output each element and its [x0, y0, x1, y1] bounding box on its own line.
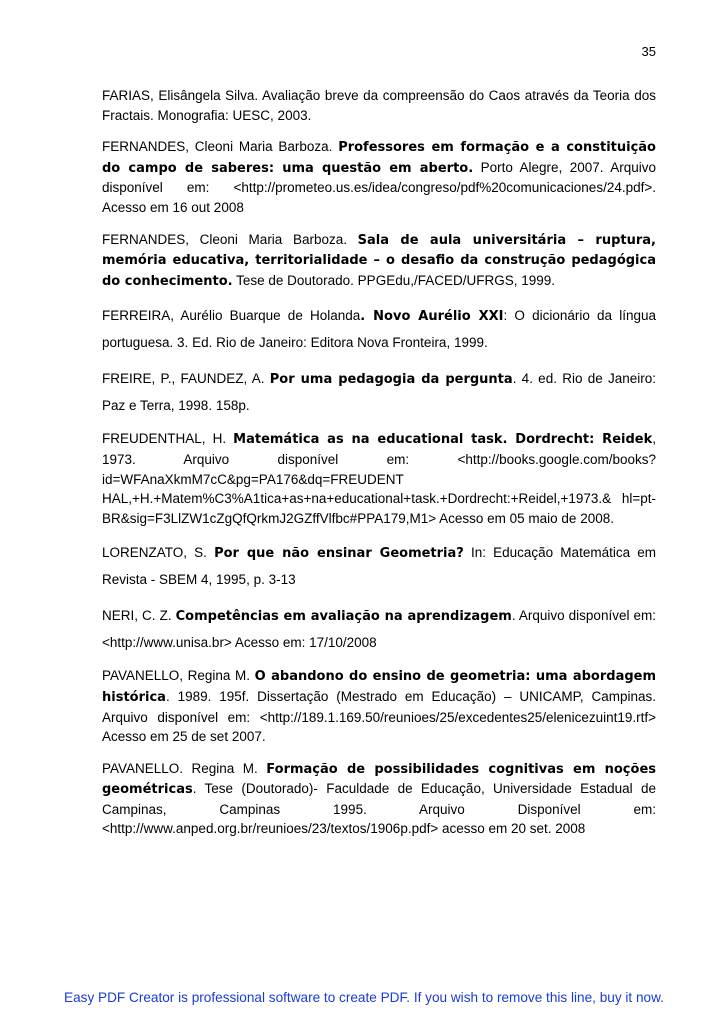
reference-details: : O dicionário da língua portuguesa. 3. Ed. Rio de Janeiro: Editora Nova Fronteira, 1999. — [102, 308, 656, 351]
reference-entry — [102, 303, 656, 356]
reference-authors: FERNANDES, Cleoni Maria Barboza. — [102, 231, 358, 247]
reference-details: Porto Alegre, 2007. Arquivo disponível em: <http://prometeo.us.es/idea/congreso/pdf%20comunicaciones/24.pdf>. Acesso em 16 out 2008 — [102, 159, 656, 215]
reference-entry — [102, 230, 656, 292]
reference-authors: FERREIRA, Aurélio Buarque de Holanda — [102, 308, 361, 324]
reference-authors: LORENZATO, S. — [102, 545, 215, 561]
reference-details: In: Educação Matemática em Revista - SBEM 4, 1995, p. 3-13 — [102, 545, 656, 588]
reference-title: . Novo Aurélio XXI — [360, 309, 504, 325]
reference-authors: FREUDENTHAL, H. — [102, 431, 234, 447]
reference-authors: NERI, C. Z. — [102, 608, 176, 624]
reference-title: Formação de possibilidades cognitivas em noções geométricas — [102, 761, 657, 798]
reference-details: . Tese (Doutorado)- Faculdade de Educação, Universidade Estadual de Campinas, Campinas 1995. Arquivo Disponível em: <http://www.anped.org.br/reunioes/23/textos/1906p.pdf> acesso em 20 set. 2008 — [102, 781, 656, 837]
reference-title: O abandono do ensino de geometria: uma abordagem histórica — [102, 669, 657, 705]
reference-text: FARIAS, Elisângela Silva. Avaliação breve da compreensão do Caos através da Teoria dos Fractais. Monografia: UESC, 2003. — [102, 88, 656, 123]
reference-title: Por que não ensinar Geometria? — [214, 546, 464, 562]
page-number: 35 — [641, 44, 656, 59]
reference-details: . 4. ed. Rio de Janeiro: Paz e Terra, 1998. 158p. — [102, 371, 656, 414]
reference-title: Professores em formação e a constituição do campo de saberes: uma questão em aberto. — [102, 140, 656, 176]
reference-entry — [102, 137, 656, 217]
reference-authors: PAVANELLO, Regina M. — [102, 668, 255, 684]
reference-authors: PAVANELLO. Regina M. — [102, 760, 267, 776]
reference-entry — [102, 540, 656, 593]
reference-entry — [102, 759, 656, 839]
pdf-creator-watermark: Easy PDF Creator is professional software to create PDF. If you wish to remove this line, buy it now. — [64, 990, 664, 1005]
reference-entry — [102, 366, 656, 419]
reference-details: . Arquivo disponível em: <http://www.unisa.br> Acesso em: 17/10/2008 — [102, 608, 656, 651]
reference-authors: FREIRE, P., FAUNDEZ, A. — [102, 371, 270, 387]
reference-authors: FERNANDES, Cleoni Maria Barboza. — [102, 139, 339, 155]
reference-details: Tese de Doutorado. PPGEdu,/FACED/UFRGS, 1999. — [232, 272, 556, 288]
reference-title: Sala de aula universitária – ruptura, memória educativa, territorialidade – o desafio da construção pedagógica do conhecimento. — [102, 232, 656, 289]
reference-list — [102, 86, 656, 851]
reference-title: Matemática as na educational task. Dordrecht: Reidek — [233, 432, 653, 448]
reference-details: . 1989. 195f. Dissertação (Mestrado em Educação) – UNICAMP, Campinas. Arquivo disponível em: <http://189.1.169.50/reunioes/25/excedentes25/elenicezuint19.rtf> Acesso em 25 de set 2007. — [102, 688, 656, 745]
reference-details: , 1973. Arquivo disponível em: <http://books.google.com/books?id=WFAnaXkmM7cC&pg=PA176&dq=FREUDENT HAL,+H.+Matem%C3%A1tica+as+na+educational+task.+Dordrecht:+Reidel,+1973.& hl=pt-BR&sig=F3LlZW1cZgQfQrkmJ2GZffVlfbc#PPA179,M1> Acesso em 05 maio de 2008. — [102, 431, 656, 526]
reference-entry — [102, 429, 656, 528]
reference-entry — [102, 603, 656, 656]
reference-title: Por uma pedagogia da pergunta — [269, 372, 513, 388]
reference-entry — [102, 86, 656, 125]
reference-entry — [102, 666, 656, 746]
reference-title: Competências em avaliação na aprendizagem — [175, 609, 512, 625]
